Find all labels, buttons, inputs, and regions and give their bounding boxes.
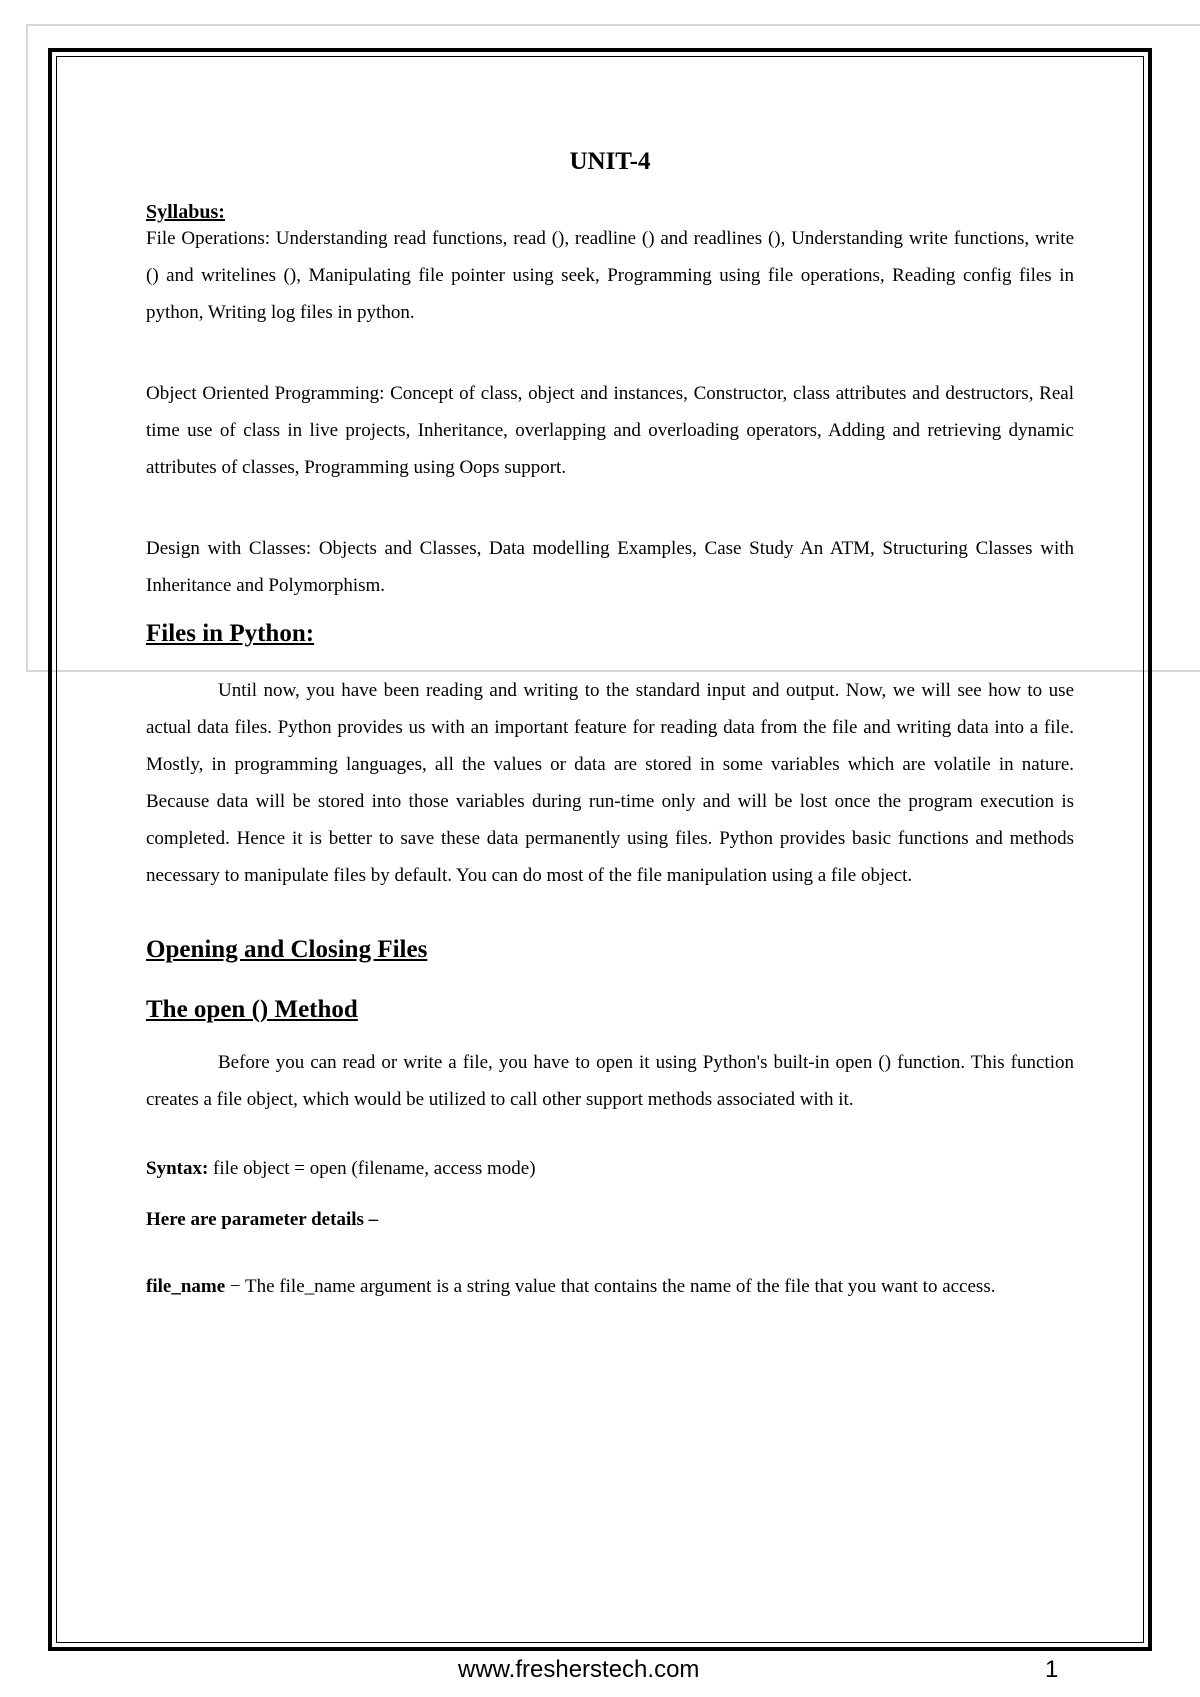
files-intro-paragraph: Until now, you have been reading and writing to the standard input and output. Now, we will see how to use actual data files. Python provides us with an important feature for reading data from the file and writing data into a file. Mostly, in programming languages, all the values or data are stored in some variables which are volatile in nature. Because data will be stored into those variables during run-time only and will be lost once the program execution is completed. Hence it is better to save these data permanently using files. Python provides basic functions and methods necessary to manipulate files by default. You can do most of the file manipulation using a file object.: [146, 680, 1074, 886]
syllabus-paragraph-file-operations: File Operations: Understanding read functions, read (), readline () and readlines (), Understanding write functions, write () and writelines (), Manipulating file pointer using seek, Programming using file operations, Reading config files in python, Writing log files in python.: [146, 228, 1074, 323]
footer-website: www.fresherstech.com: [458, 1656, 700, 1683]
syntax-label: Syntax:: [146, 1158, 209, 1179]
syllabus-paragraph-oop: Object Oriented Programming: Concept of class, object and instances, Constructor, class attributes and destructors, Real time use of class in live projects, Inheritance, overlapping and overloading operators, Adding and retrieving dynamic attributes of classes, Programming using Oops support.: [146, 383, 1074, 478]
page-footer: [0, 1654, 1200, 1694]
syllabus-paragraph-design-classes: Design with Classes: Objects and Classes, Data modelling Examples, Case Study An ATM, Structuring Classes with Inheritance and Polymorphism.: [146, 538, 1074, 596]
opening-closing-files-heading: Opening and Closing Files: [146, 936, 428, 963]
footer-page-number: 1: [1045, 1656, 1059, 1683]
files-in-python-heading: Files in Python:: [146, 620, 315, 647]
document-content: [146, 140, 1074, 1305]
parameter-details-line: [146, 1201, 1074, 1238]
syllabus-label: Syllabus:: [146, 201, 225, 223]
unit-title: UNIT-4: [569, 148, 651, 175]
open-method-heading: The open () Method: [146, 996, 358, 1023]
open-method-paragraph: Before you can read or write a file, you have to open it using Python's built-in open () function. This function creates a file object, which would be utilized to call other support methods associated with it.: [146, 1052, 1074, 1110]
syntax-text: file object = open (filename, access mode): [208, 1158, 536, 1179]
file-name-description: − The file_name argument is a string value that contains the name of the file that you want to access.: [225, 1276, 996, 1297]
parameter-details-label: Here are parameter details –: [146, 1209, 379, 1230]
file-name-label: file_name: [146, 1276, 226, 1297]
file-name-parameter: [146, 1268, 1074, 1305]
syntax-line: [146, 1150, 1074, 1187]
